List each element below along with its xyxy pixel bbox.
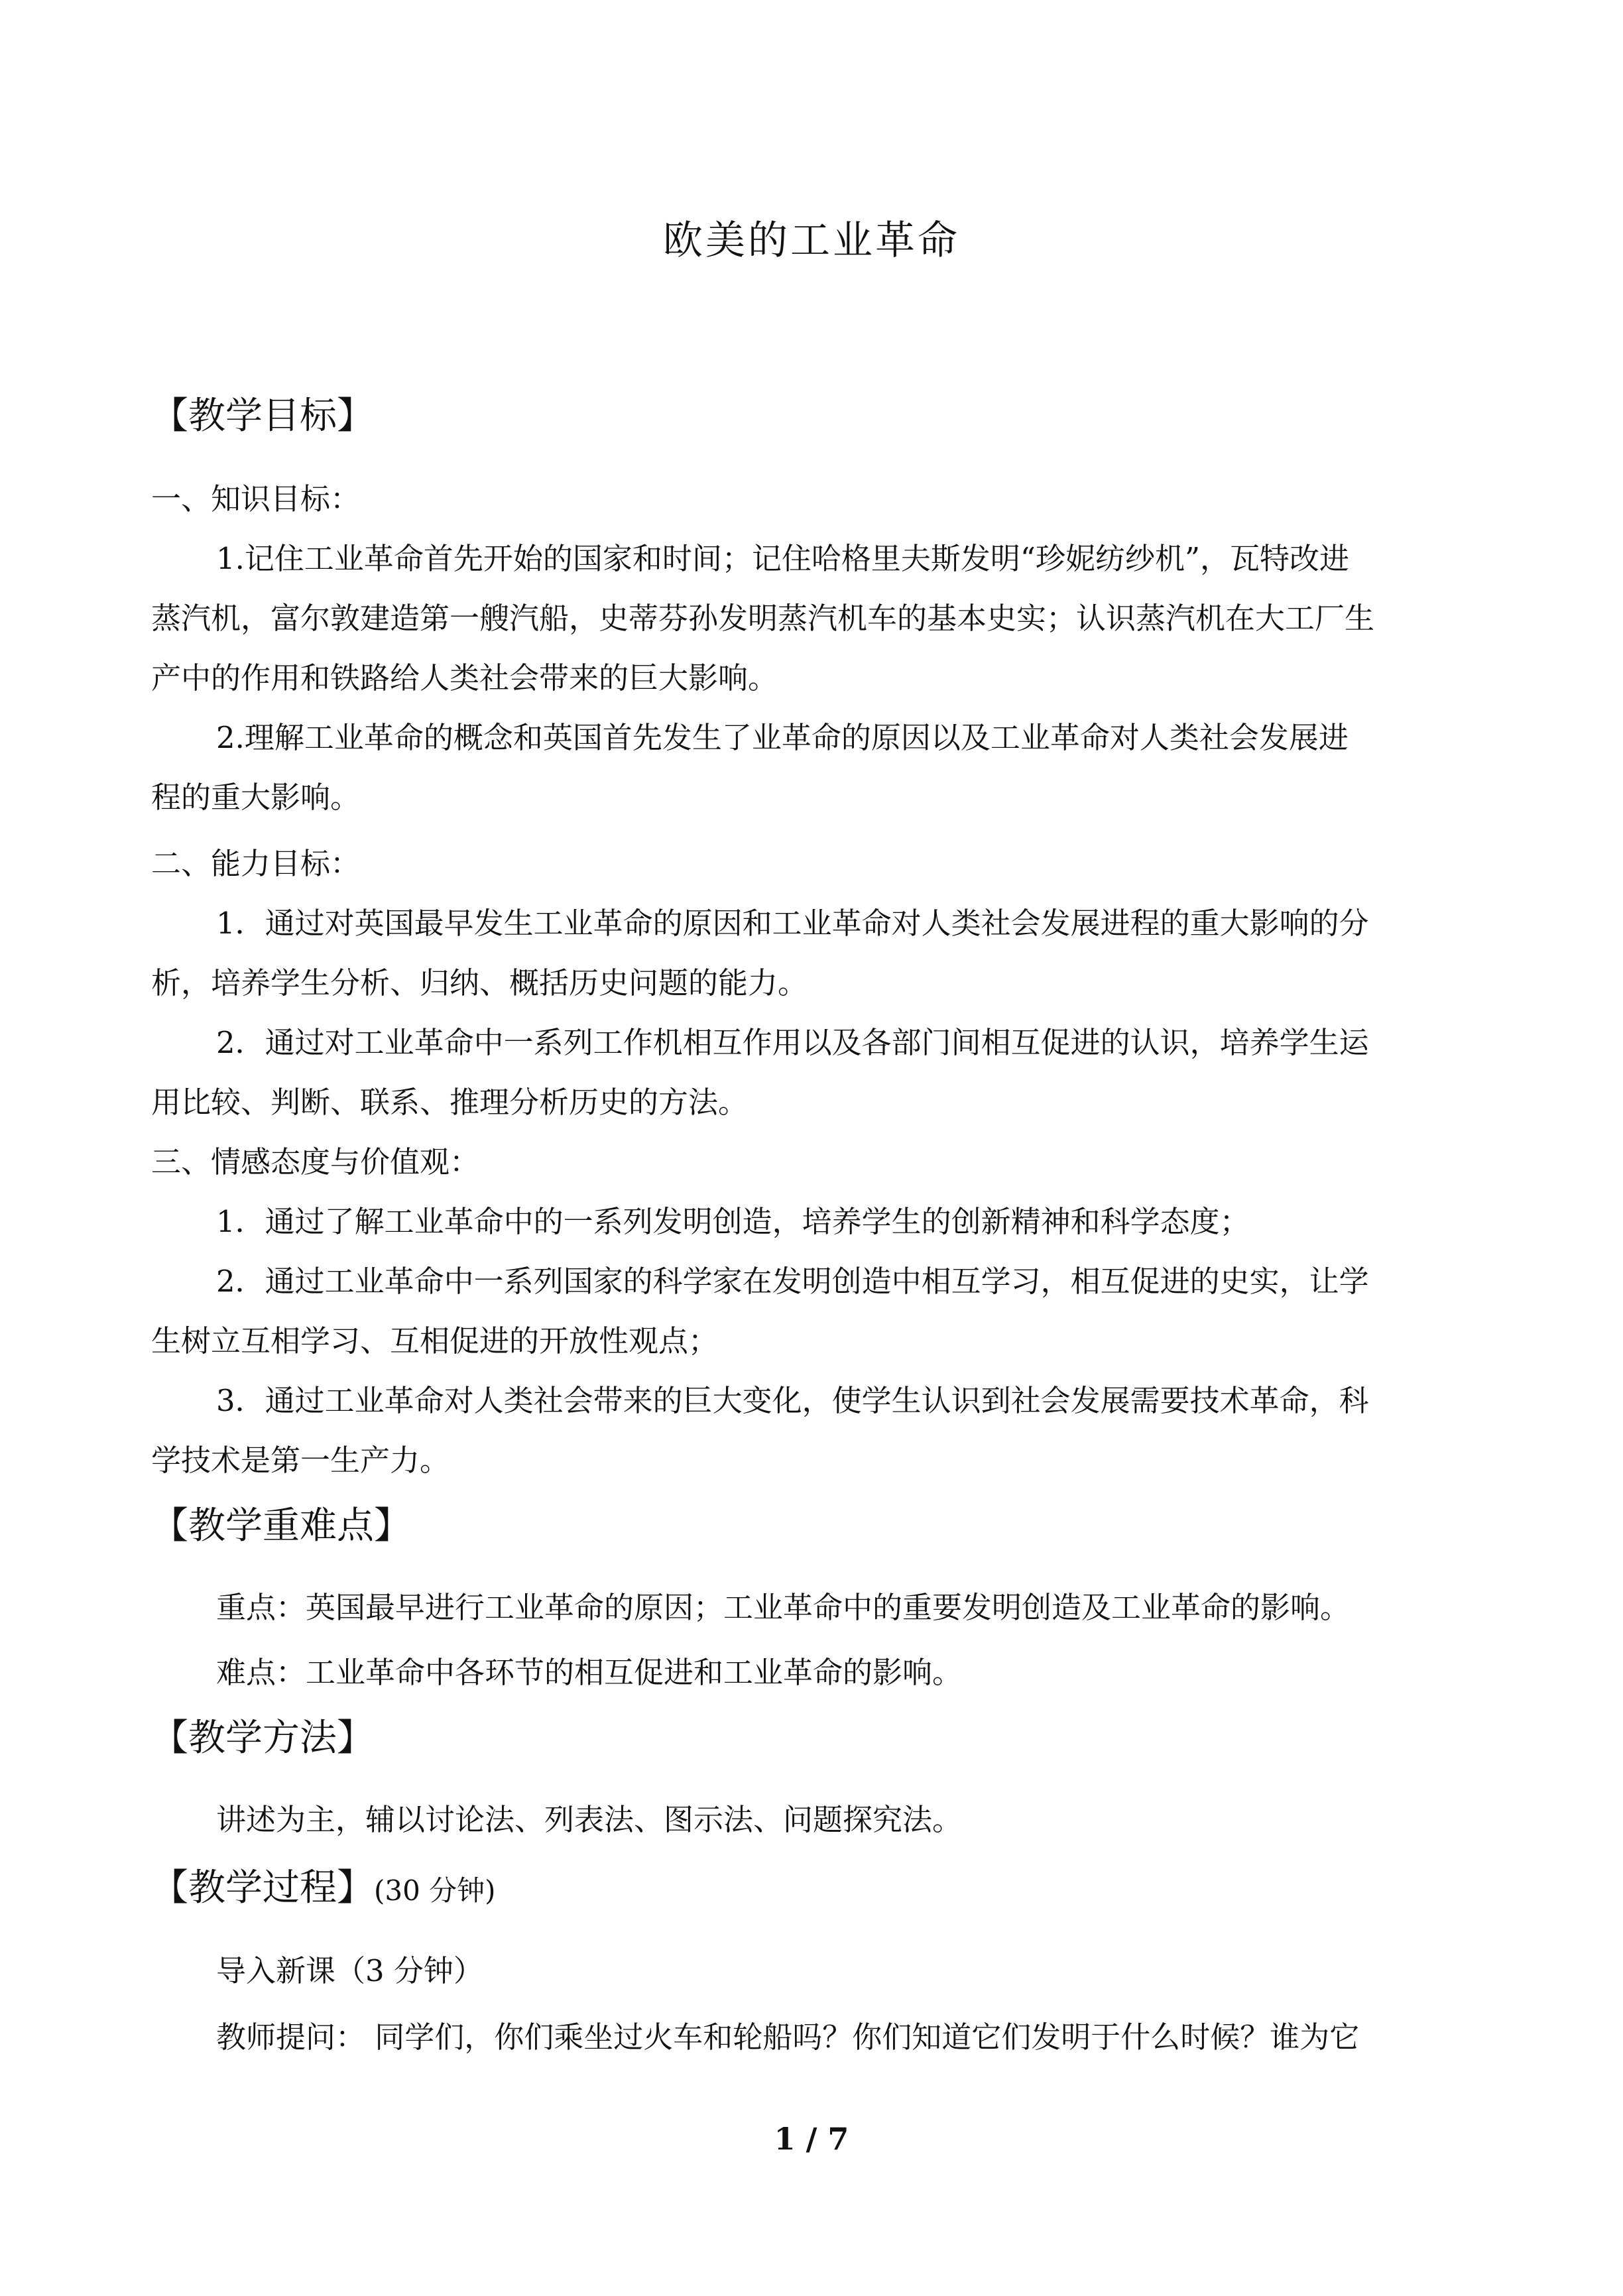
paragraph-line: 1．通过对英国最早发生工业革命的原因和工业革命对人类社会发展进程的重大影响的分: [216, 906, 1369, 941]
paragraph-line: 蒸汽机，富尔敦建造第一艘汽船，史蒂芬孙发明蒸汽机车的基本史实；认识蒸汽机在大工厂生: [151, 601, 1375, 636]
paragraph-line: 1.记住工业革命首先开始的国家和时间；记住哈格里夫斯发明“珍妮纺纱机”，瓦特改进: [216, 541, 1349, 576]
paragraph-line: 2.理解工业革命的概念和英国首先发生了业革命的原因以及工业革命对人类社会发展进: [216, 720, 1349, 755]
paragraph-line: 2．通过对工业革命中一系列工作机相互作用以及各部门间相互促进的认识，培养学生运: [216, 1025, 1369, 1060]
paragraph-line: 析，培养学生分析、归纳、概括历史问题的能力。: [151, 965, 808, 1000]
ability-heading: 二、能力目标：: [151, 846, 361, 881]
paragraph-line: 2．通过工业革命中一系列国家的科学家在发明创造中相互学习，相互促进的史实，让学: [216, 1264, 1369, 1299]
paragraph-line: 1．通过了解工业革命中的一系列发明创造，培养学生的创新精神和科学态度；: [216, 1204, 1250, 1239]
keypoint-text: 重点：英国最早进行工业革命的原因；工业革命中的重要发明创造及工业革命的影响。: [216, 1590, 1351, 1625]
process-heading: 【教学过程】: [151, 1866, 374, 1909]
document-title: 欧美的工业革命: [663, 217, 960, 264]
paragraph-line: 学技术是第一生产力。: [151, 1443, 450, 1478]
paragraph-line: 用比较、判断、联系、推理分析历史的方法。: [151, 1085, 749, 1120]
paragraph-line: 产中的作用和铁路给人类社会带来的巨大影响。: [151, 660, 778, 695]
paragraph-line: 生树立互相学习、互相促进的开放性观点；: [151, 1323, 719, 1359]
process-duration: (30 分钟): [374, 1874, 496, 1907]
method-heading: 【教学方法】: [151, 1717, 374, 1760]
intro-text: 教师提问： 同学们，你们乘坐过火车和轮船吗？你们知道它们发明于什么时候？谁为它: [216, 2020, 1360, 2055]
knowledge-heading: 一、知识目标：: [151, 481, 361, 516]
method-text: 讲述为主，辅以讨论法、列表法、图示法、问题探究法。: [216, 1802, 963, 1837]
difficulty-text: 难点：工业革命中各环节的相互促进和工业革命的影响。: [216, 1655, 963, 1690]
process-heading-line: [151, 1862, 496, 1917]
paragraph-line: 3．通过工业革命对人类社会带来的巨大变化，使学生认识到社会发展需要技术革命，科: [216, 1383, 1369, 1418]
emotion-heading: 三、情感态度与价值观：: [151, 1144, 480, 1179]
paragraph-line: 程的重大影响。: [151, 780, 361, 815]
objectives-heading: 【教学目标】: [151, 394, 374, 438]
keypoints-heading: 【教学重难点】: [151, 1504, 411, 1547]
page-number: 1 / 7: [774, 2121, 849, 2157]
intro-heading: 导入新课（3 分钟）: [216, 1953, 483, 1988]
